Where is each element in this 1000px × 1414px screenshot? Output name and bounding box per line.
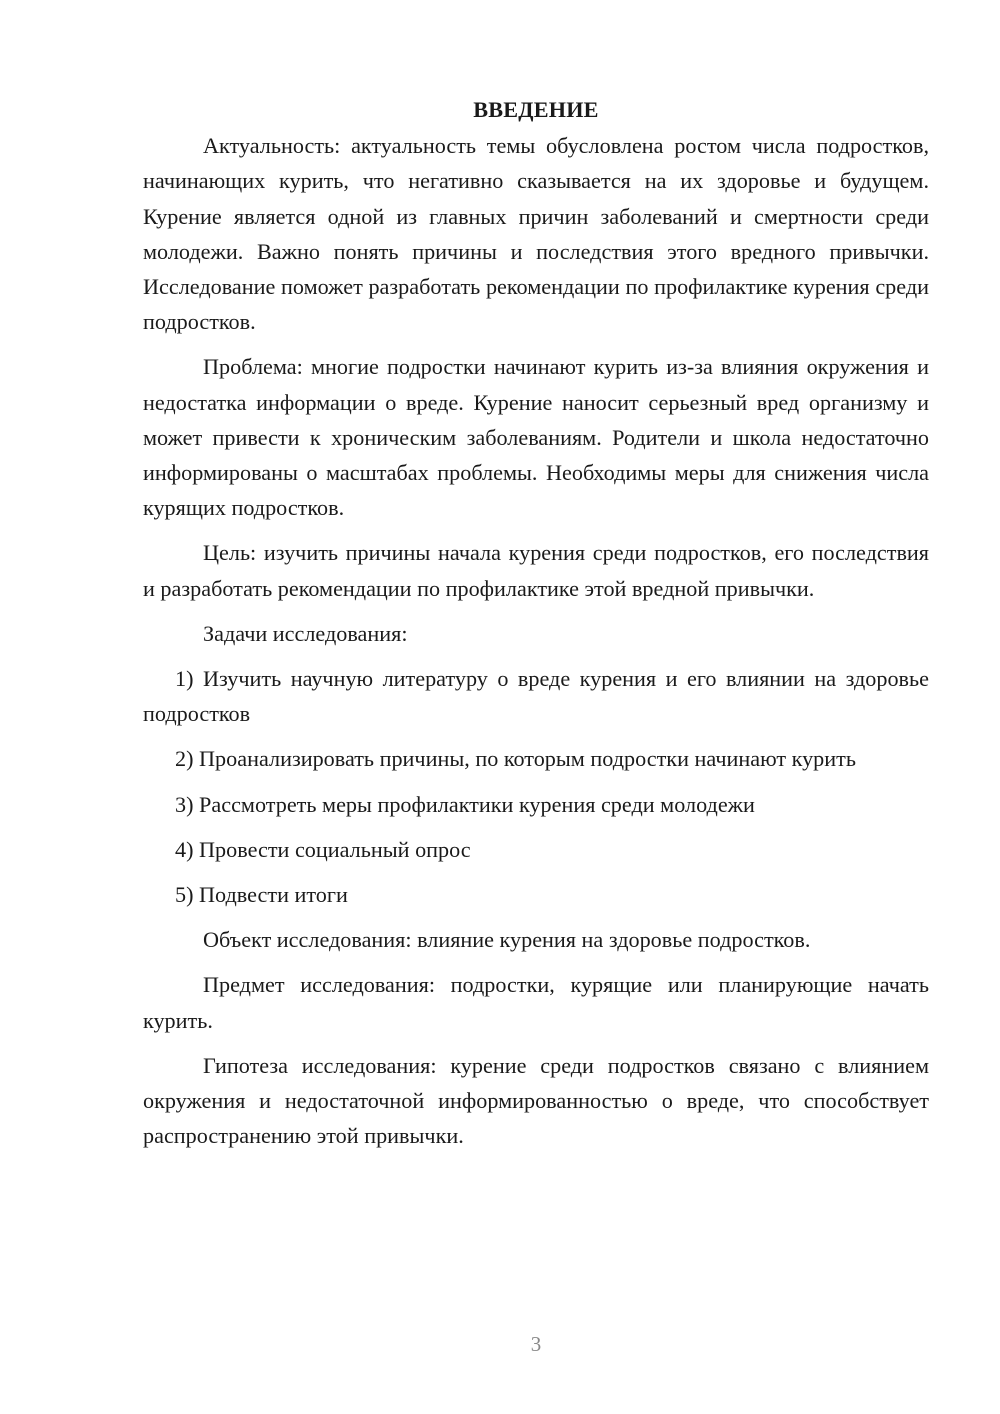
page-content [143, 92, 929, 1163]
subject-paragraph: Предмет исследования: подростки, курящие или планирующие начать курить. [143, 972, 929, 1033]
task-item: 1) Изучить научную литературу о вреде курения и его влиянии на здоровье подростков [143, 666, 929, 727]
object-paragraph: Объект исследования: влияние курения на здоровье подростков. [203, 927, 811, 953]
task-item: 2) Проанализировать причины, по которым подростки начинают курить [175, 746, 856, 772]
problem-paragraph: Проблема: многие подростки начинают курить из-за влияния окружения и недостатка информации о вреде. Курение наносит серьезный вред организму и может привести к хроническим заболеваниям. Родители и школа недостаточно информированы о масштабах проблемы. Необходимы меры для снижения числа курящих подростков. [143, 354, 929, 521]
page-number: 3 [530, 1332, 542, 1356]
tasks-heading: Задачи исследования: [203, 620, 408, 646]
hypothesis-paragraph: Гипотеза исследования: курение среди подростков связано с влиянием окружения и недостаточной информированностью о вреде, что способствует распространению этой привычки. [143, 1052, 929, 1149]
goal-paragraph: Цель: изучить причины начала курения среди подростков, его последствия и разработать рекомендации по профилактике этой вредной привычки. [143, 540, 929, 601]
task-item: 3) Рассмотреть меры профилактики курения среди молодежи [175, 791, 755, 817]
task-item: 5) Подвести итоги [175, 882, 348, 908]
relevance-paragraph: Актуальность: актуальность темы обусловлена ростом числа подростков, начинающих курить, что негативно сказывается на их здоровье и будущем. Курение является одной из главных причин заболеваний и смертности среди молодежи. Важно понять причины и последствия этого вредного привычки. Исследование поможет разработать рекомендации по профилактике курения среди подростков. [143, 133, 929, 335]
page-title: ВВЕДЕНИЕ [473, 97, 599, 122]
task-item: 4) Провести социальный опрос [175, 836, 471, 862]
